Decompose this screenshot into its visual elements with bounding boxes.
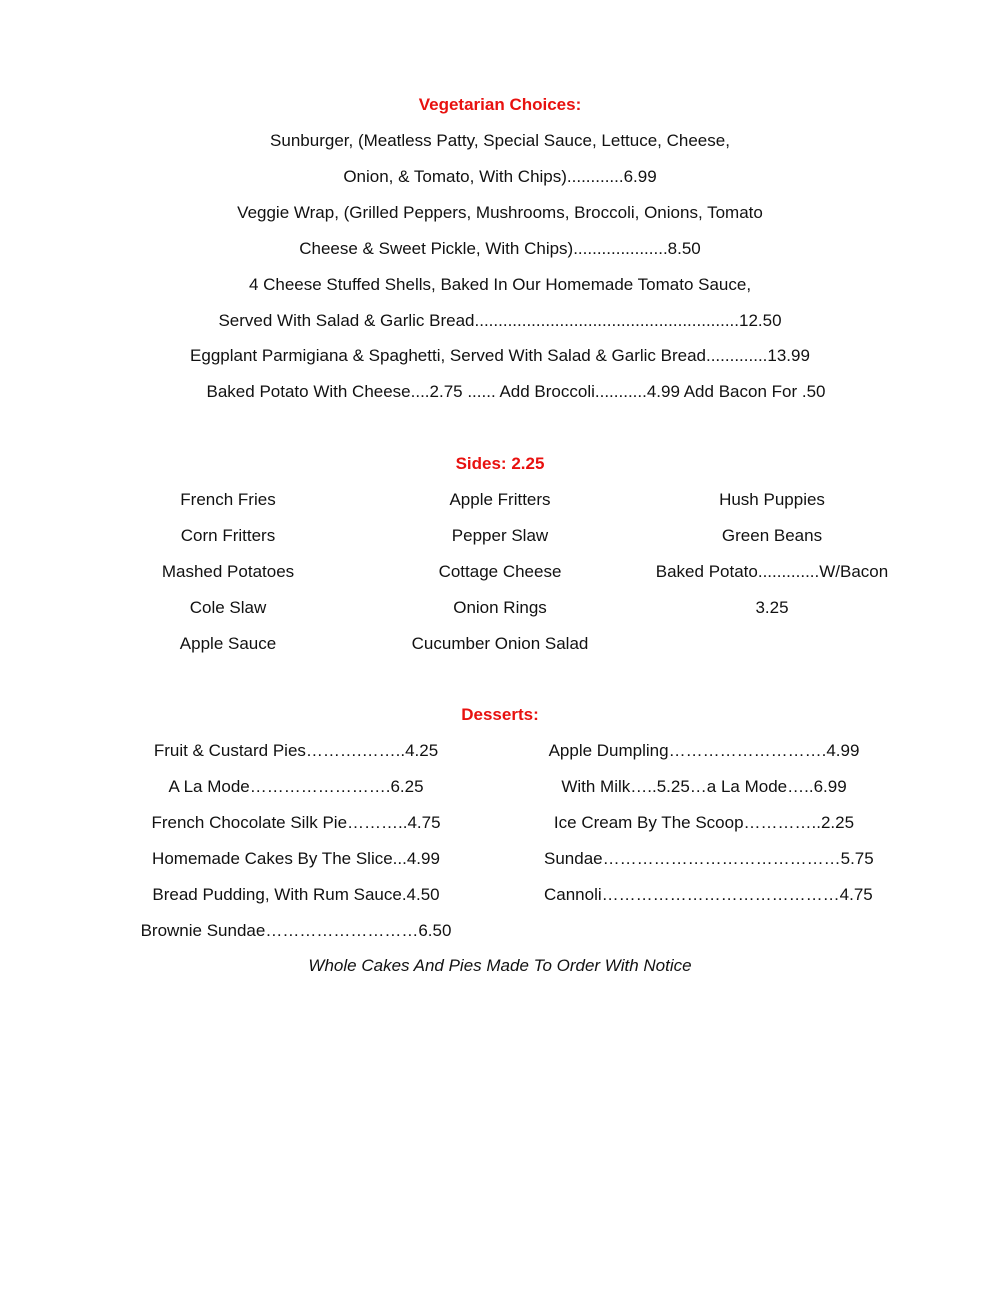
- side-item: Cucumber Onion Salad: [411, 634, 589, 653]
- vegetarian-line: Veggie Wrap, (Grilled Peppers, Mushrooms, Broccoli, Onions, Tomato: [237, 203, 763, 222]
- dessert-item: Fruit & Custard Pies……….……..4.25: [153, 741, 439, 760]
- side-item: 3.25: [755, 598, 789, 617]
- dessert-item: Apple Dumpling……………………….4.99: [548, 741, 860, 760]
- vegetarian-line: Sunburger, (Meatless Patty, Special Sauce, Lettuce, Cheese,: [270, 131, 730, 150]
- side-item: Cole Slaw: [189, 598, 267, 617]
- side-item: Green Beans: [721, 526, 823, 545]
- side-item: Pepper Slaw: [451, 526, 549, 545]
- dessert-item: Sundae……………………………………5.75: [544, 849, 874, 868]
- dessert-item: Brownie Sundae………………………6.50: [140, 921, 452, 940]
- vegetarian-line: Served With Salad & Garlic Bread........................................................12.50: [218, 311, 782, 330]
- side-item: Mashed Potatoes: [161, 562, 295, 581]
- side-item: Corn Fritters: [180, 526, 276, 545]
- dessert-item: French Chocolate Silk Pie………..4.75: [151, 813, 441, 832]
- vegetarian-line: Baked Potato With Cheese....2.75 ...... Add Broccoli...........4.99 Add Bacon For .50: [206, 382, 826, 401]
- dessert-item: Cannoli……………………………………4.75: [544, 885, 873, 904]
- vegetarian-heading: Vegetarian Choices:: [418, 95, 582, 114]
- side-item: Apple Fritters: [449, 490, 551, 509]
- dessert-item: Ice Cream By The Scoop…………..2.25: [553, 813, 855, 832]
- vegetarian-line: Cheese & Sweet Pickle, With Chips)....................8.50: [299, 239, 701, 258]
- side-item: French Fries: [180, 490, 276, 509]
- sides-heading: Sides: 2.25: [455, 454, 545, 473]
- vegetarian-line: Eggplant Parmigiana & Spaghetti, Served With Salad & Garlic Bread.............13.99: [190, 346, 810, 365]
- vegetarian-line: 4 Cheese Stuffed Shells, Baked In Our Homemade Tomato Sauce,: [248, 275, 752, 294]
- desserts-footer-note: Whole Cakes And Pies Made To Order With Notice: [308, 956, 692, 975]
- desserts-heading: Desserts:: [461, 705, 539, 724]
- side-item: Onion Rings: [453, 598, 547, 617]
- side-item: Apple Sauce: [179, 634, 277, 653]
- side-item: Baked Potato.............W/Bacon: [655, 562, 889, 581]
- dessert-item: Homemade Cakes By The Slice...4.99: [152, 849, 440, 868]
- dessert-item: A La Mode…………………….6.25: [168, 777, 424, 796]
- side-item: Hush Puppies: [719, 490, 825, 509]
- vegetarian-line: Onion, & Tomato, With Chips)............6.99: [343, 167, 657, 186]
- dessert-item: Bread Pudding, With Rum Sauce.4.50: [152, 885, 440, 904]
- side-item: Cottage Cheese: [438, 562, 562, 581]
- dessert-item: With Milk…..5.25…a La Mode…..6.99: [561, 777, 847, 796]
